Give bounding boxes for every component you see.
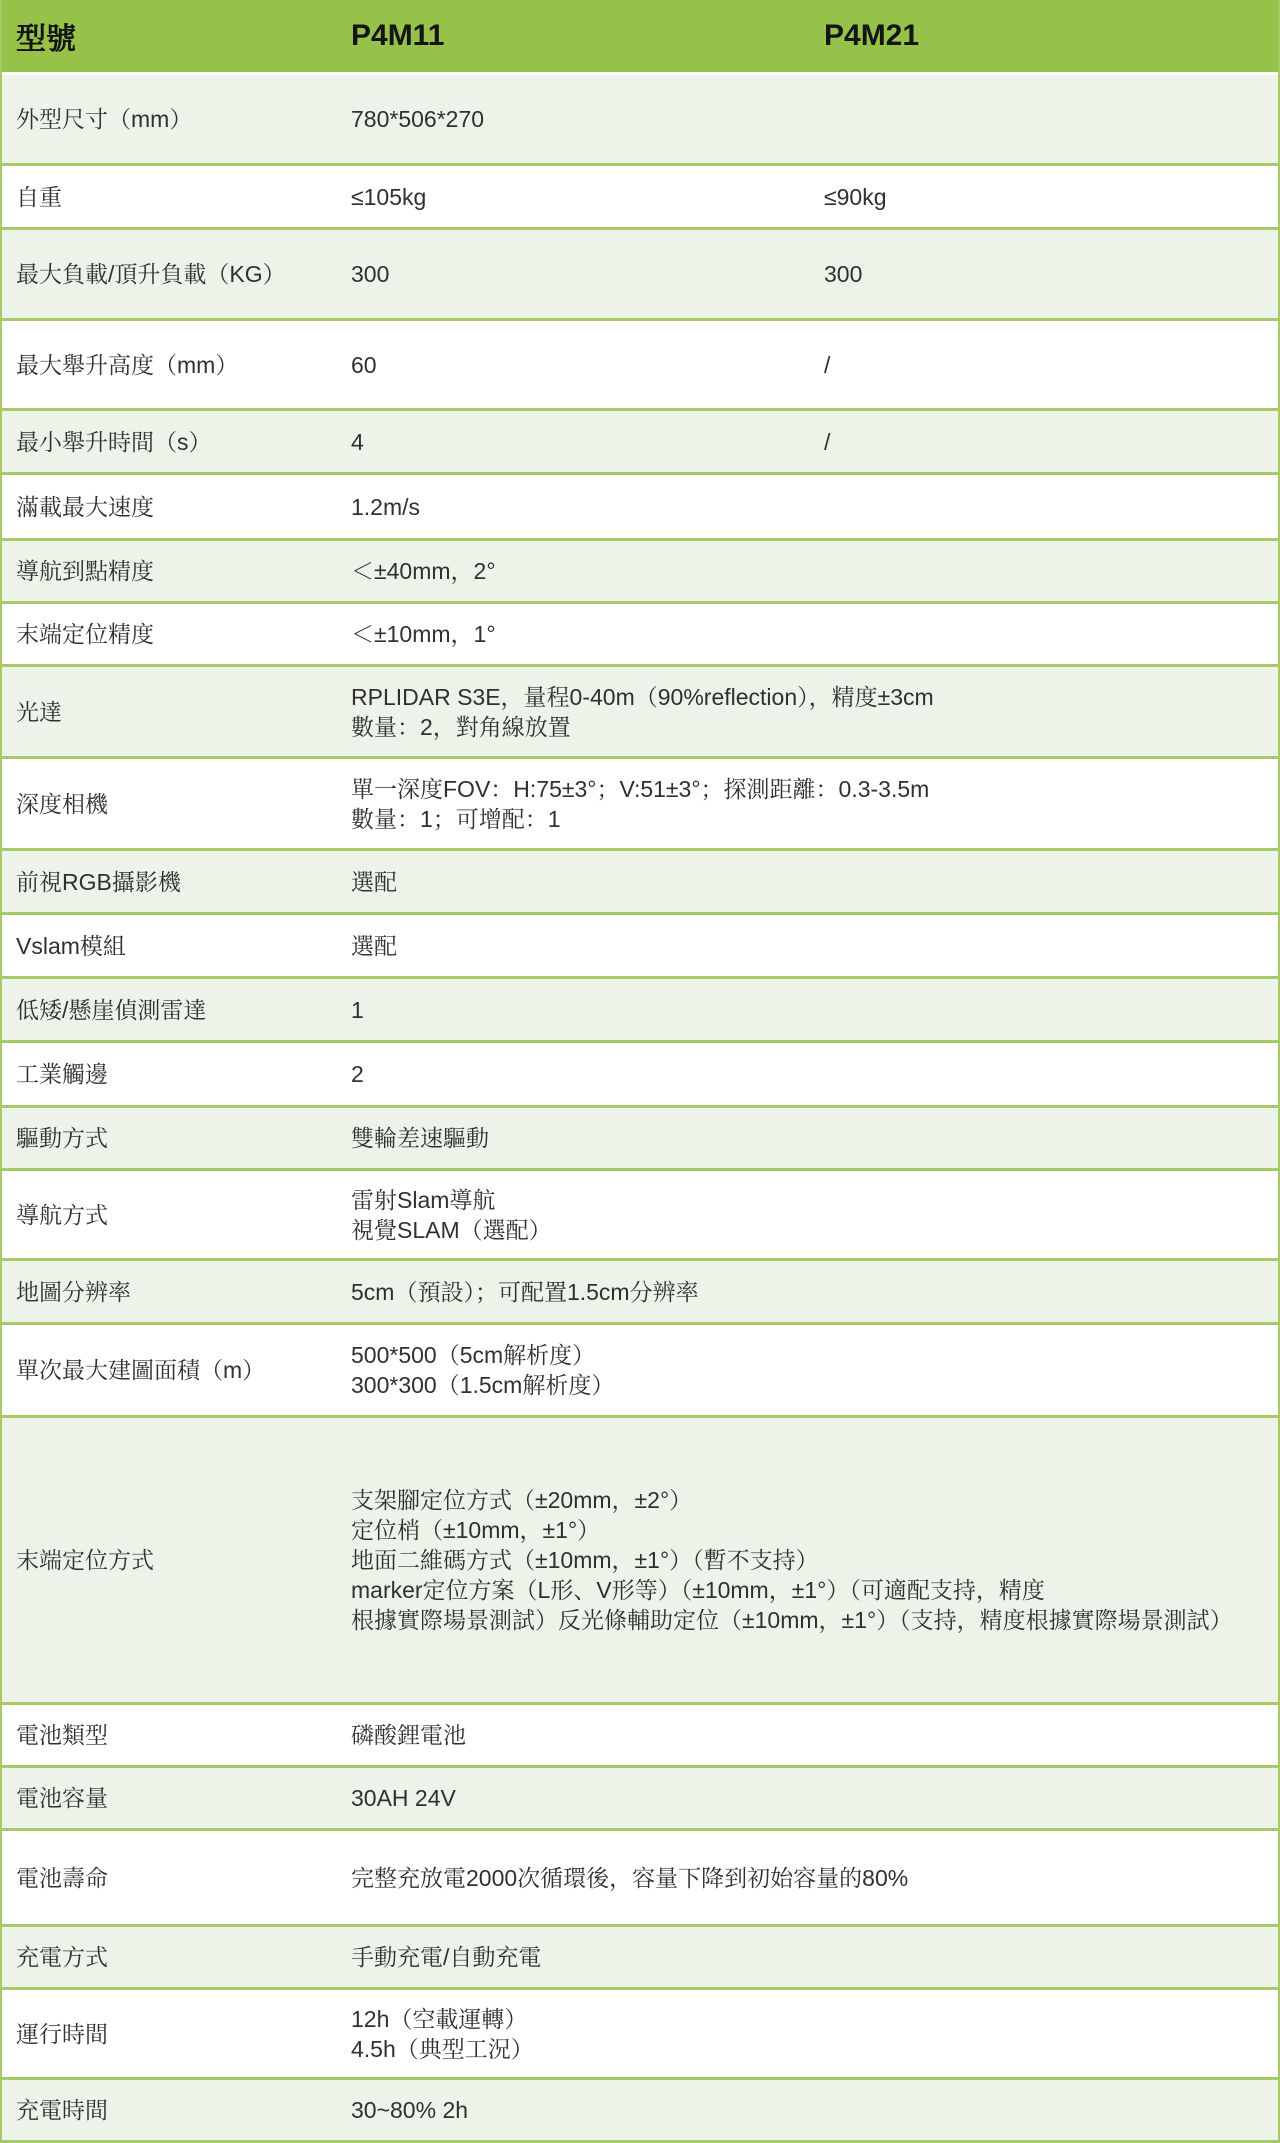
spec-label: 深度相機 [16,790,108,817]
header-col-p4m21: P4M21 [824,19,920,52]
spec-label: 充電時間 [16,2097,108,2123]
spec-value-p4m11 [337,1485,1278,1635]
spec-value-p4m11 [337,619,1278,649]
header-col-p4m11: P4M11 [351,19,445,52]
spec-value-line: 手動充電/自動充電 [351,1944,542,1970]
spec-row [2,2077,1278,2140]
spec-value-line: / [824,351,831,378]
spec-label: 工業觸邊 [16,1061,108,1087]
spec-row [2,1322,1278,1415]
spec-value-line: 4 [351,428,364,455]
spec-label: 低矮/懸崖偵測雷達 [16,996,207,1023]
spec-value-line: RPLIDAR S3E，量程0-40m（90%reflection），精度±3cm [351,683,934,710]
spec-value-p4m21 [810,182,1278,212]
spec-value-line: 300 [824,261,863,287]
spec-value-line: 支架腳定位方式（±20mm，±2°） [351,1487,693,1513]
spec-value-p4m11 [337,492,1278,522]
spec-value-p4m21 [810,259,1278,289]
spec-label: 最小舉升時間（s） [16,428,212,455]
spec-row [2,408,1278,472]
spec-label: 電池容量 [16,1785,108,1811]
spec-value-line: 選配 [351,932,397,959]
spec-row [2,756,1278,848]
spec-value-p4m11 [337,556,1278,586]
spec-value-p4m11 [337,1277,1278,1307]
spec-value-line: marker定位方案（L形、V形等）（±10mm，±1°）（可適配支持，精度 [351,1577,1045,1603]
spec-label: 充電方式 [16,1944,108,1970]
spec-row [2,1828,1278,1924]
spec-row [2,1415,1278,1702]
spec-value-line: 根據實際場景測試）反光條輔助定位（±10mm，±1°）（支持，精度根據實際場景測試） [351,1607,1233,1633]
spec-row [2,472,1278,538]
spec-label: 驅動方式 [16,1125,108,1151]
spec-value-p4m11 [337,1123,1278,1153]
spec-label: 末端定位方式 [16,1547,154,1573]
spec-value-line: ＜±40mm，2° [351,558,496,584]
spec-value-line: 60 [351,351,377,378]
spec-value-line: 4.5h（典型工況） [351,2035,534,2062]
spec-value-p4m11 [337,104,1278,134]
spec-value-line: 地面二維碼方式（±10mm，±1°）（暫不支持） [351,1547,819,1573]
spec-value-line: 1 [351,996,364,1023]
spec-value-line: ＜±10mm，1° [351,621,496,647]
spec-value-line: 30AH 24V [351,1785,456,1811]
header-model-label: 型號 [16,23,76,56]
spec-label: 滿載最大速度 [16,493,154,520]
spec-row [2,976,1278,1040]
spec-row [2,75,1278,163]
spec-value-line: 5cm（預設）；可配置1.5cm分辨率 [351,1278,699,1305]
spec-row [2,912,1278,976]
spec-value-line: 完整充放電2000次循環後，容量下降到初始容量的80% [351,1864,909,1891]
spec-value-p4m11 [337,259,810,289]
spec-value-p4m11 [337,1783,1278,1813]
spec-label: 前視RGB攝影機 [16,868,181,895]
spec-value-line: 定位梢（±10mm，±1°） [351,1517,601,1543]
spec-value-p4m11 [337,350,810,380]
spec-row [2,538,1278,601]
spec-row [2,1258,1278,1322]
spec-label: 電池壽命 [16,1864,108,1891]
spec-label: 最大負載/頂升負載（KG） [16,261,286,287]
spec-value-p4m11 [337,1059,1278,1089]
spec-value-line: / [824,428,831,455]
spec-value-line: 數量：2，對角線放置 [351,713,571,740]
spec-value-p4m11 [337,682,1278,742]
spec-row [2,318,1278,408]
spec-value-p4m11 [337,1340,1278,1400]
spec-value-p4m11 [337,1720,1278,1750]
spec-value-line: 30~80% 2h [351,2097,469,2123]
spec-row [2,163,1278,227]
spec-value-line: 雙輪差速驅動 [351,1125,489,1151]
spec-label: 運行時間 [16,2020,108,2047]
spec-label: 末端定位精度 [16,621,154,647]
spec-value-line: 視覺SLAM（選配） [351,1216,552,1243]
spec-value-line: 雷射Slam導航 [351,1186,496,1213]
spec-row [2,1168,1278,1258]
spec-value-line: ≤90kg [824,183,887,210]
spec-row [2,664,1278,756]
spec-value-line: 780*506*270 [351,106,485,132]
spec-label: 導航到點精度 [16,558,154,584]
spec-label: 單次最大建圖面積（m） [16,1357,266,1383]
spec-value-line: 數量：1；可增配：1 [351,805,561,832]
spec-row [2,1105,1278,1168]
spec-value-p4m11 [337,427,810,457]
spec-value-p4m11 [337,2004,1278,2064]
spec-row [2,1765,1278,1828]
spec-value-p4m21 [810,427,1278,457]
spec-value-line: ≤105kg [351,183,427,210]
spec-value-p4m11 [337,867,1278,897]
spec-label: Vslam模組 [16,932,126,959]
spec-value-p4m11 [337,1185,1278,1245]
spec-value-p4m11 [337,1863,1278,1893]
spec-value-p4m11 [337,2095,1278,2125]
spec-label: 電池類型 [16,1722,108,1748]
spec-row [2,1040,1278,1105]
spec-label: 光達 [16,698,62,725]
spec-value-p4m21 [810,350,1278,380]
spec-value-line: 2 [351,1061,364,1087]
spec-row [2,601,1278,664]
spec-row [2,227,1278,318]
spec-value-line: 單一深度FOV：H:75±3°；V:51±3°；探測距離：0.3-3.5m [351,775,930,802]
spec-rows [2,75,1278,2140]
spec-label: 地圖分辨率 [16,1278,131,1305]
spec-value-p4m11 [337,182,810,212]
spec-row [2,848,1278,912]
spec-value-line: 1.2m/s [351,493,421,520]
spec-row [2,1924,1278,1987]
spec-value-line: 300 [351,261,390,287]
spec-value-p4m11 [337,931,1278,961]
spec-label: 外型尺寸（mm） [16,106,193,132]
spec-value-p4m11 [337,1942,1278,1972]
table-header-row [2,0,1278,75]
spec-label: 導航方式 [16,1201,108,1228]
spec-row [2,1702,1278,1765]
spec-value-line: 12h（空載運轉） [351,2005,528,2032]
spec-label: 最大舉升高度（mm） [16,351,239,378]
spec-value-line: 磷酸鋰電池 [351,1722,466,1748]
spec-value-p4m11 [337,774,1278,834]
spec-value-p4m11 [337,995,1278,1025]
spec-label: 自重 [16,183,62,210]
spec-value-line: 500*500（5cm解析度） [351,1342,596,1368]
spec-row [2,1987,1278,2077]
spec-value-line: 選配 [351,868,397,895]
spec-value-line: 300*300（1.5cm解析度） [351,1372,615,1398]
